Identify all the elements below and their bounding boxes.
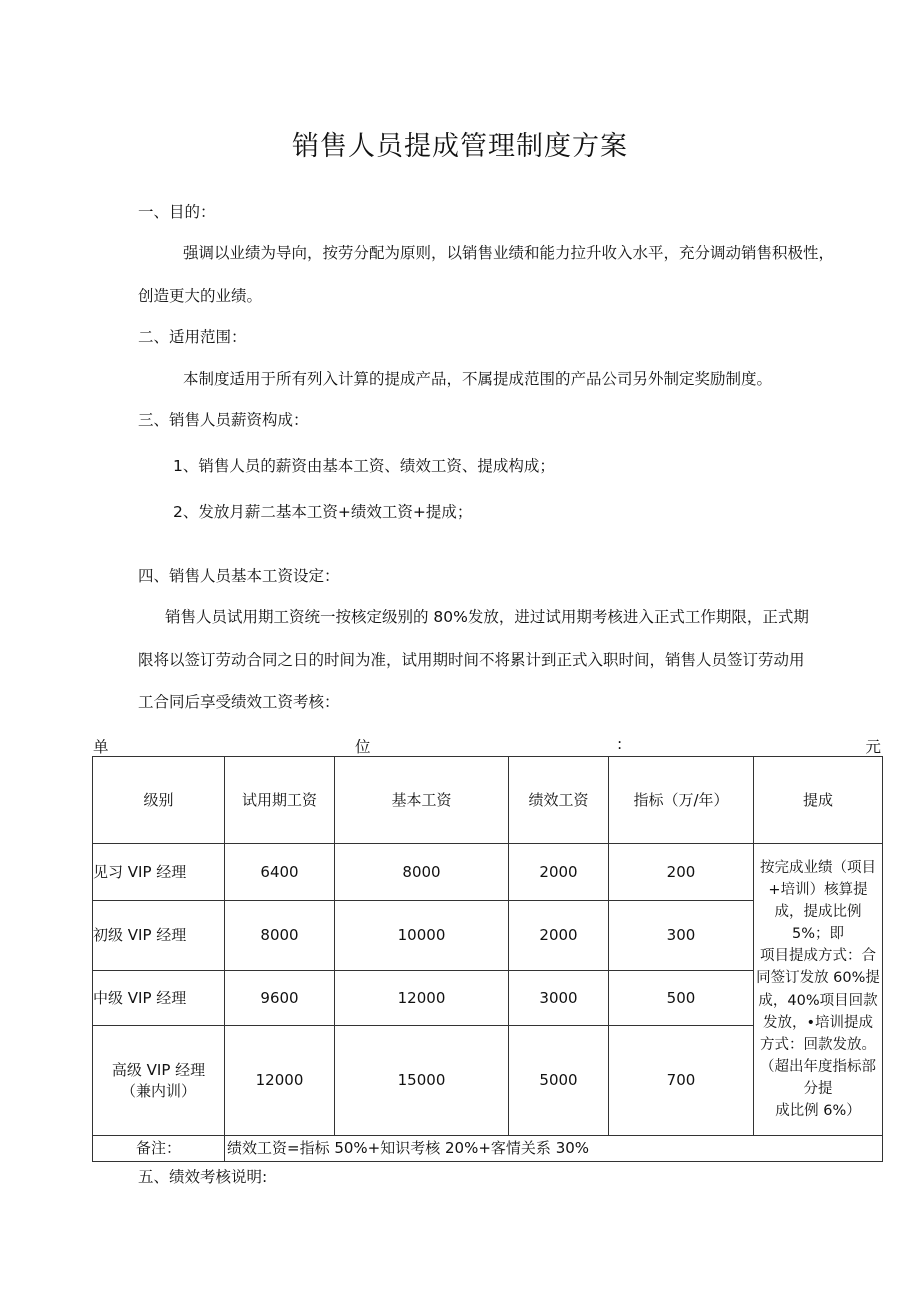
cell-level: [93, 1026, 225, 1136]
cell-target: 500: [609, 971, 754, 1026]
cell-performance: 2000: [509, 844, 609, 901]
section-4-body-line-3: 工合同后享受绩效工资考核：: [138, 693, 340, 711]
cell-base: 15000: [335, 1026, 509, 1136]
commission-line: 项目提成方式：合: [760, 948, 876, 965]
cell-level: 见习 VIP 经理: [93, 844, 225, 901]
cell-level-line-2: （兼内训）: [120, 1081, 196, 1100]
cell-target: 300: [609, 901, 754, 971]
table-header-row: [93, 757, 883, 844]
commission-line: +培训）核算提: [768, 882, 868, 899]
salary-table: [92, 756, 883, 1162]
cell-probation: 9600: [225, 971, 335, 1026]
cell-target: 200: [609, 844, 754, 901]
commission-line: 方式：回款发放。: [760, 1036, 876, 1053]
commission-rule-cell: [754, 844, 883, 1136]
header-target: 指标（万/年）: [609, 757, 754, 844]
section-5-heading: 五、绩效考核说明:: [138, 1168, 268, 1186]
section-2-heading: 二、适用范围：: [138, 328, 247, 346]
commission-line: 发放，•培训提成: [762, 1014, 874, 1031]
cell-level: 初级 VIP 经理: [93, 901, 225, 971]
commission-line: 成，40%项目回款: [758, 992, 878, 1009]
cell-level: 中级 VIP 经理: [93, 971, 225, 1026]
commission-line: 5%；即: [791, 926, 844, 943]
commission-line: 同签订发放 60%提: [756, 970, 880, 987]
table-row: [93, 844, 883, 901]
page-title: 销售人员提成管理制度方案: [292, 131, 628, 162]
cell-base: 10000: [335, 901, 509, 971]
cell-performance: 3000: [509, 971, 609, 1026]
cell-performance: 2000: [509, 901, 609, 971]
cell-level-line-1: 高级 VIP 经理: [111, 1060, 206, 1079]
cell-base: 8000: [335, 844, 509, 901]
section-1-body-line-1: 强调以业绩为导向，按劳分配为原则，以销售业绩和能力拉升收入水平，充分调动销售积极性，: [183, 244, 835, 262]
header-commission: 提成: [754, 757, 883, 844]
remark-value: 绩效工资=指标 50%+知识考核 20%+客情关系 30%: [225, 1136, 883, 1162]
header-probation-salary: 试用期工资: [225, 757, 335, 844]
section-3-item-1: 1、销售人员的薪资由基本工资、绩效工资、提成构成；: [173, 457, 555, 475]
header-base-salary: 基本工资: [335, 757, 509, 844]
commission-line: 成，提成比例: [774, 904, 862, 921]
cell-probation: 6400: [225, 844, 335, 901]
commission-line: 分提: [803, 1080, 833, 1097]
cell-probation: 12000: [225, 1026, 335, 1136]
cell-base: 12000: [335, 971, 509, 1026]
unit-colon: :: [617, 735, 623, 753]
cell-probation: 8000: [225, 901, 335, 971]
commission-line: 按完成业绩（项目: [760, 860, 876, 877]
cell-performance: 5000: [509, 1026, 609, 1136]
section-1-body-line-2: 创造更大的业绩。: [138, 287, 263, 305]
commission-line: （超出年度指标部: [760, 1058, 876, 1075]
header-performance-salary: 绩效工资: [509, 757, 609, 844]
unit-char-2: 位: [355, 738, 371, 756]
header-level: 级别: [93, 757, 225, 844]
cell-target: 700: [609, 1026, 754, 1136]
remark-label: 备注：: [93, 1136, 225, 1162]
commission-line: 成比例 6%）: [775, 1102, 861, 1119]
section-2-body: 本制度适用于所有列入计算的提成产品，不属提成范围的产品公司另外制定奖励制度。: [183, 370, 773, 388]
section-4-heading: 四、销售人员基本工资设定：: [138, 567, 340, 585]
section-3-heading: 三、销售人员薪资构成：: [138, 411, 309, 429]
section-3-item-2: 2、发放月薪二基本工资+绩效工资+提成；: [173, 503, 473, 521]
unit-char-1: 单: [93, 738, 109, 756]
section-4-body-line-2: 限将以签订劳动合同之日的时间为准，试用期时间不将累计到正式入职时间，销售人员签订劳动用: [138, 651, 805, 669]
remark-row: [93, 1136, 883, 1162]
section-4-body-line-1: 销售人员试用期工资统一按核定级别的 80%发放，进过试用期考核进入正式工作期限，正式期: [165, 608, 809, 626]
section-1-heading: 一、目的：: [138, 203, 216, 221]
unit-char-yuan: 元: [865, 738, 881, 756]
